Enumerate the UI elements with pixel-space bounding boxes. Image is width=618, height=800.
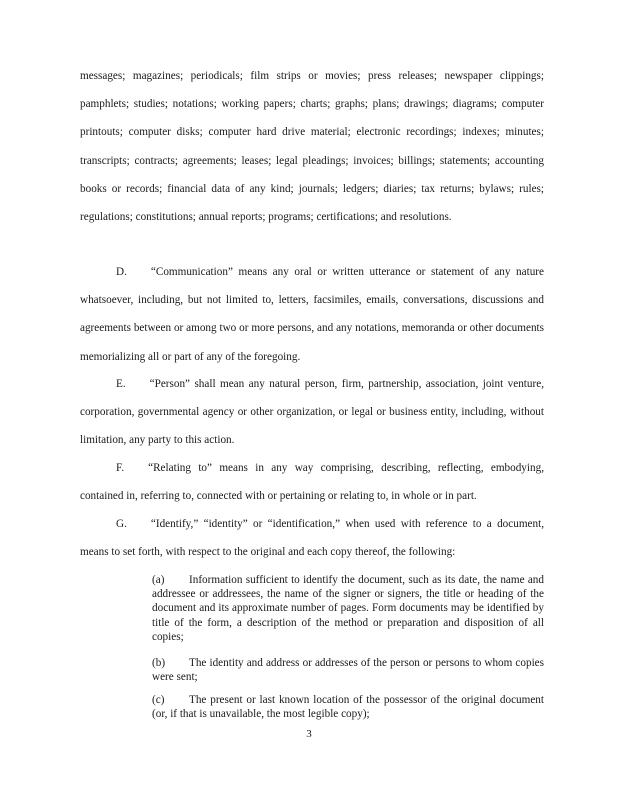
paragraph-d-text: “Communication” means any oral or written utterance or statement of any nature whatsoever, including, but not limited to, letters, facsimiles, emails, conversations, discussions and agreements between or among two or more persons, and any notations, memoranda or other documents memorializing all or part of any of the foregoing.	[80, 266, 544, 363]
subparagraph-a-label: (a)	[152, 574, 165, 586]
paragraph-e	[80, 370, 544, 455]
paragraph-g-text: “Identify,” “identity” or “identification,” when used with reference to a document, means to set forth, with respect to the original and each copy thereof, the following:	[80, 518, 544, 559]
subparagraph-b	[152, 656, 544, 684]
subparagraph-a-text: Information sufficient to identify the document, such as its date, the name and addressee or addressees, the name of the signer or signers, the title or heading of the document and its approximate number of pages. Form documents may be identified by title of the form, a description of the method or preparation and disposition of all copies;	[152, 574, 544, 643]
paragraph-f-text: “Relating to” means in any way comprising, describing, reflecting, embodying, contained in, referring to, connected with or pertaining or relating to, in whole or in part.	[80, 462, 544, 503]
subparagraph-b-label: (b)	[152, 657, 166, 669]
subparagraph-c	[152, 693, 544, 721]
subparagraph-c-label: (c)	[152, 694, 165, 706]
paragraph-e-text: “Person” shall mean any natural person, firm, partnership, association, joint venture, corporation, governmental agency or other organization, or legal or business entity, including, without limitation, any party to this action.	[80, 378, 544, 447]
paragraph-continuation-text: messages; magazines; periodicals; film strips or movies; press releases; newspaper clippings; pamphlets; studies; notations; working papers; charts; graphs; plans; drawings; diagrams; computer printouts; computer disks; computer hard drive material; electronic recordings; indexes; minutes; transcripts; contracts; agreements; leases; legal pleadings; invoices; billings; statements; accounting books or records; financial data of any kind; journals; ledgers; diaries; tax returns; bylaws; rules; regulations; constitutions; annual reports; programs; certifications; and resolutions.	[80, 70, 544, 224]
paragraph-d-label: D.	[116, 266, 127, 278]
paragraph-f-label: F.	[116, 462, 125, 474]
subparagraph-b-text: The identity and address or addresses of the person or persons to whom copies were sent;	[152, 657, 544, 684]
subparagraph-a	[152, 573, 544, 644]
paragraph-d	[80, 258, 544, 371]
paragraph-g	[80, 510, 544, 566]
paragraph-e-label: E.	[116, 378, 126, 390]
paragraph-continuation	[80, 62, 544, 231]
subparagraph-c-text: The present or last known location of the possessor of the original document (or, if that is unavailable, the most legible copy);	[152, 694, 544, 721]
page-number: 3	[306, 728, 312, 740]
paragraph-f	[80, 454, 544, 510]
paragraph-g-label: G.	[116, 518, 127, 530]
